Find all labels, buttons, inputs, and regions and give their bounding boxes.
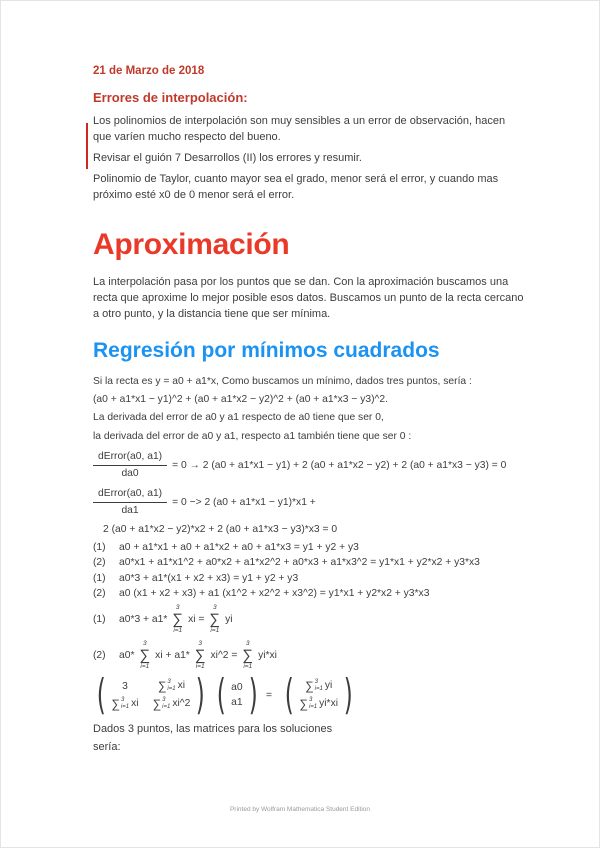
sum-symbol-inline	[158, 679, 185, 693]
sigma-glyph: ∑	[305, 679, 314, 694]
equation-term: yi*xi	[258, 650, 277, 662]
print-footer: Printed by Wolfram Mathematica Student Edition	[229, 806, 371, 813]
sigma-glyph: ∑	[152, 696, 162, 711]
equation-body: a0*x1 + a1*x1^2 + a0*x2 + a1*x2^2 + a0*x3 + a1*x3^2 = y1*x1 + y2*x2 + y3*x3	[119, 557, 480, 569]
close-paren: )	[343, 670, 353, 719]
equation-2	[93, 557, 543, 568]
matrix-entry: xi	[131, 697, 139, 709]
sigma-glyph: ∑	[157, 679, 167, 694]
sum-upper-limit: 3	[314, 679, 318, 686]
matrix-equation	[93, 670, 543, 719]
close-paren: )	[248, 670, 258, 719]
sum-symbol-inline	[111, 697, 138, 711]
sum-lower-limit: i=1	[120, 703, 130, 710]
equation-body: a0 + a1*x1 + a0 + a1*x2 + a0 + a1*x3 = y1 + y2 + y3	[119, 541, 359, 553]
equation-rhs: = 0 → 2 (a0 + a1*x1 − y1) + 2 (a0 + a1*x2 − y2) + 2 (a0 + a1*x3 − y3) = 0	[172, 459, 507, 471]
equation-label: (2)	[93, 557, 106, 569]
equation-label: (2)	[93, 650, 106, 662]
fraction-da1	[93, 487, 167, 518]
sum-symbol-inline	[305, 679, 332, 693]
equation-sum-1	[93, 604, 543, 635]
sum-upper-limit: 3	[120, 697, 125, 703]
math-deriv-a0: La derivada del error de a0 y a1 respecto de a0 tiene que ser 0,	[93, 412, 384, 424]
sum-symbol	[172, 604, 183, 635]
sum-upper-limit: 3	[308, 697, 313, 703]
sum-upper-limit: 3	[162, 697, 166, 703]
equation-label: (1)	[93, 541, 106, 553]
sigma-glyph: ∑	[242, 647, 254, 665]
paragraph-errores-2: Revisar el guión 7 Desarrollos (II) los errores y resumir.	[93, 151, 362, 164]
coefficient-matrix	[109, 679, 192, 711]
paragraph-errores-3: Polinomio de Taylor, cuanto mayor sea el grado, menor será el error, y cuando mas próximo esté x0 de 0 menor será el error.	[93, 172, 499, 201]
equation-3	[93, 573, 543, 584]
equation-sum-2	[93, 640, 543, 671]
cell-change-bar	[86, 123, 88, 169]
equation-term: xi + a1*	[155, 650, 190, 662]
open-paren: (	[216, 670, 226, 719]
sigma-glyph: ∑	[299, 696, 308, 711]
fraction-denominator: da1	[121, 504, 139, 516]
sum-upper-limit: 3	[143, 640, 147, 648]
equation-term: a0*3 + a1*	[119, 613, 168, 625]
math-intro-2: (a0 + a1*x1 − y1)^2 + (a0 + a1*x2 − y2)^2 + (a0 + a1*x3 − y3)^2.	[93, 394, 388, 406]
equation-body: a0*3 + a1*(x1 + x2 + x3) = y1 + y2 + y3	[119, 572, 299, 584]
sum-lower-limit: i=1	[167, 686, 176, 693]
sum-upper-limit: 3	[198, 640, 202, 648]
sum-lower-limit: i=1	[314, 686, 323, 693]
close-paren: )	[196, 670, 206, 719]
equation-body: a0 (x1 + x2 + x3) + a1 (x1^2 + x2^2 + x3^2) = y1*x1 + y2*x2 + y3*x3	[119, 588, 430, 600]
fraction-numerator: dError(a0, a1)	[93, 487, 167, 503]
title-regresion: Regresión por mínimos cuadrados	[93, 338, 440, 362]
sum-symbol-inline	[153, 697, 191, 711]
equation-derivative-a1	[93, 487, 543, 518]
sum-upper-limit: 3	[167, 679, 171, 686]
vector-entry: yi*xi	[319, 697, 339, 709]
paragraph-aproximacion: La interpolación pasa por los puntos que se dan. Con la aproximación buscamos una recta que aproxime lo mejor posible esos datos. Buscamos un punto de la recta cercano a otro punto, y la distancia tiene que ser mínima.	[93, 275, 524, 320]
sum-symbol	[242, 640, 253, 671]
section-heading-errores: Errores de interpolación:	[93, 90, 248, 105]
sum-symbol	[139, 640, 150, 671]
closing-paragraph-2: sería:	[93, 740, 121, 753]
sum-lower-limit: i=1	[210, 626, 220, 634]
math-deriv-a1: la derivada del error de a0 y a1, respecto a1 también tiene que ser 0 :	[93, 430, 412, 442]
sum-upper-limit: 3	[212, 603, 217, 611]
equation-continuation: 2 (a0 + a1*x2 − y2)*x2 + 2 (a0 + a1*x3 − y3)*x3 = 0	[103, 524, 338, 536]
title-aproximacion: Aproximación	[93, 227, 290, 261]
vector-entry: a0	[231, 682, 243, 693]
equation-label: (1)	[93, 572, 106, 584]
sum-lower-limit: i=1	[243, 663, 253, 671]
paragraph-errores-1: Los polinomios de interpolación son muy sensibles a un error de observación, hacen que varíen mucho respecto del bueno.	[93, 115, 506, 143]
equation-4	[93, 588, 543, 599]
sum-upper-limit: 3	[245, 640, 250, 648]
sum-lower-limit: i=1	[195, 663, 205, 671]
equation-derivative-a0	[93, 450, 543, 481]
sum-symbol	[209, 604, 220, 635]
sum-symbol-inline	[299, 697, 338, 711]
equation-label: (1)	[93, 613, 106, 625]
equation-term: yi	[225, 613, 233, 625]
unknown-vector	[213, 670, 261, 719]
open-paren: (	[96, 670, 106, 719]
matrix-entry: 3	[122, 680, 128, 692]
open-paren: (	[284, 670, 294, 719]
sigma-glyph: ∑	[209, 610, 221, 628]
date-heading: 21 de Marzo de 2018	[93, 65, 205, 77]
sum-symbol	[195, 640, 206, 671]
fraction-da0	[93, 450, 167, 481]
fraction-denominator: da0	[121, 467, 139, 479]
matrix-entry: xi^2	[172, 697, 191, 709]
equals-sign: =	[265, 689, 272, 701]
fraction-numerator: dError(a0, a1)	[93, 450, 167, 466]
vector-entry: yi	[324, 679, 333, 691]
equation-term: xi =	[188, 613, 205, 625]
sum-lower-limit: i=1	[173, 626, 183, 634]
sum-upper-limit: 3	[175, 603, 180, 611]
sigma-glyph: ∑	[111, 696, 120, 711]
rhs-vector	[281, 670, 356, 719]
equation-1	[93, 542, 543, 553]
equation-term: xi^2 =	[210, 650, 238, 662]
sigma-glyph: ∑	[139, 647, 151, 665]
sigma-glyph: ∑	[172, 610, 184, 628]
matrix-entry: xi	[177, 679, 186, 691]
sigma-glyph: ∑	[194, 647, 206, 665]
sum-lower-limit: i=1	[162, 703, 171, 710]
equation-label: (2)	[93, 588, 106, 600]
math-intro-1: Si la recta es y = a0 + a1*x, Como buscamos un mínimo, dados tres puntos, sería :	[93, 375, 472, 387]
sum-lower-limit: i=1	[140, 663, 150, 671]
equation-rhs: = 0 −> 2 (a0 + a1*x1 − y1)*x1 +	[172, 496, 316, 508]
equation-term: a0*	[119, 650, 135, 662]
vector-entry: a1	[231, 697, 243, 708]
sum-lower-limit: i=1	[308, 703, 318, 710]
closing-paragraph-1: Dados 3 puntos, las matrices para los soluciones	[93, 723, 333, 735]
